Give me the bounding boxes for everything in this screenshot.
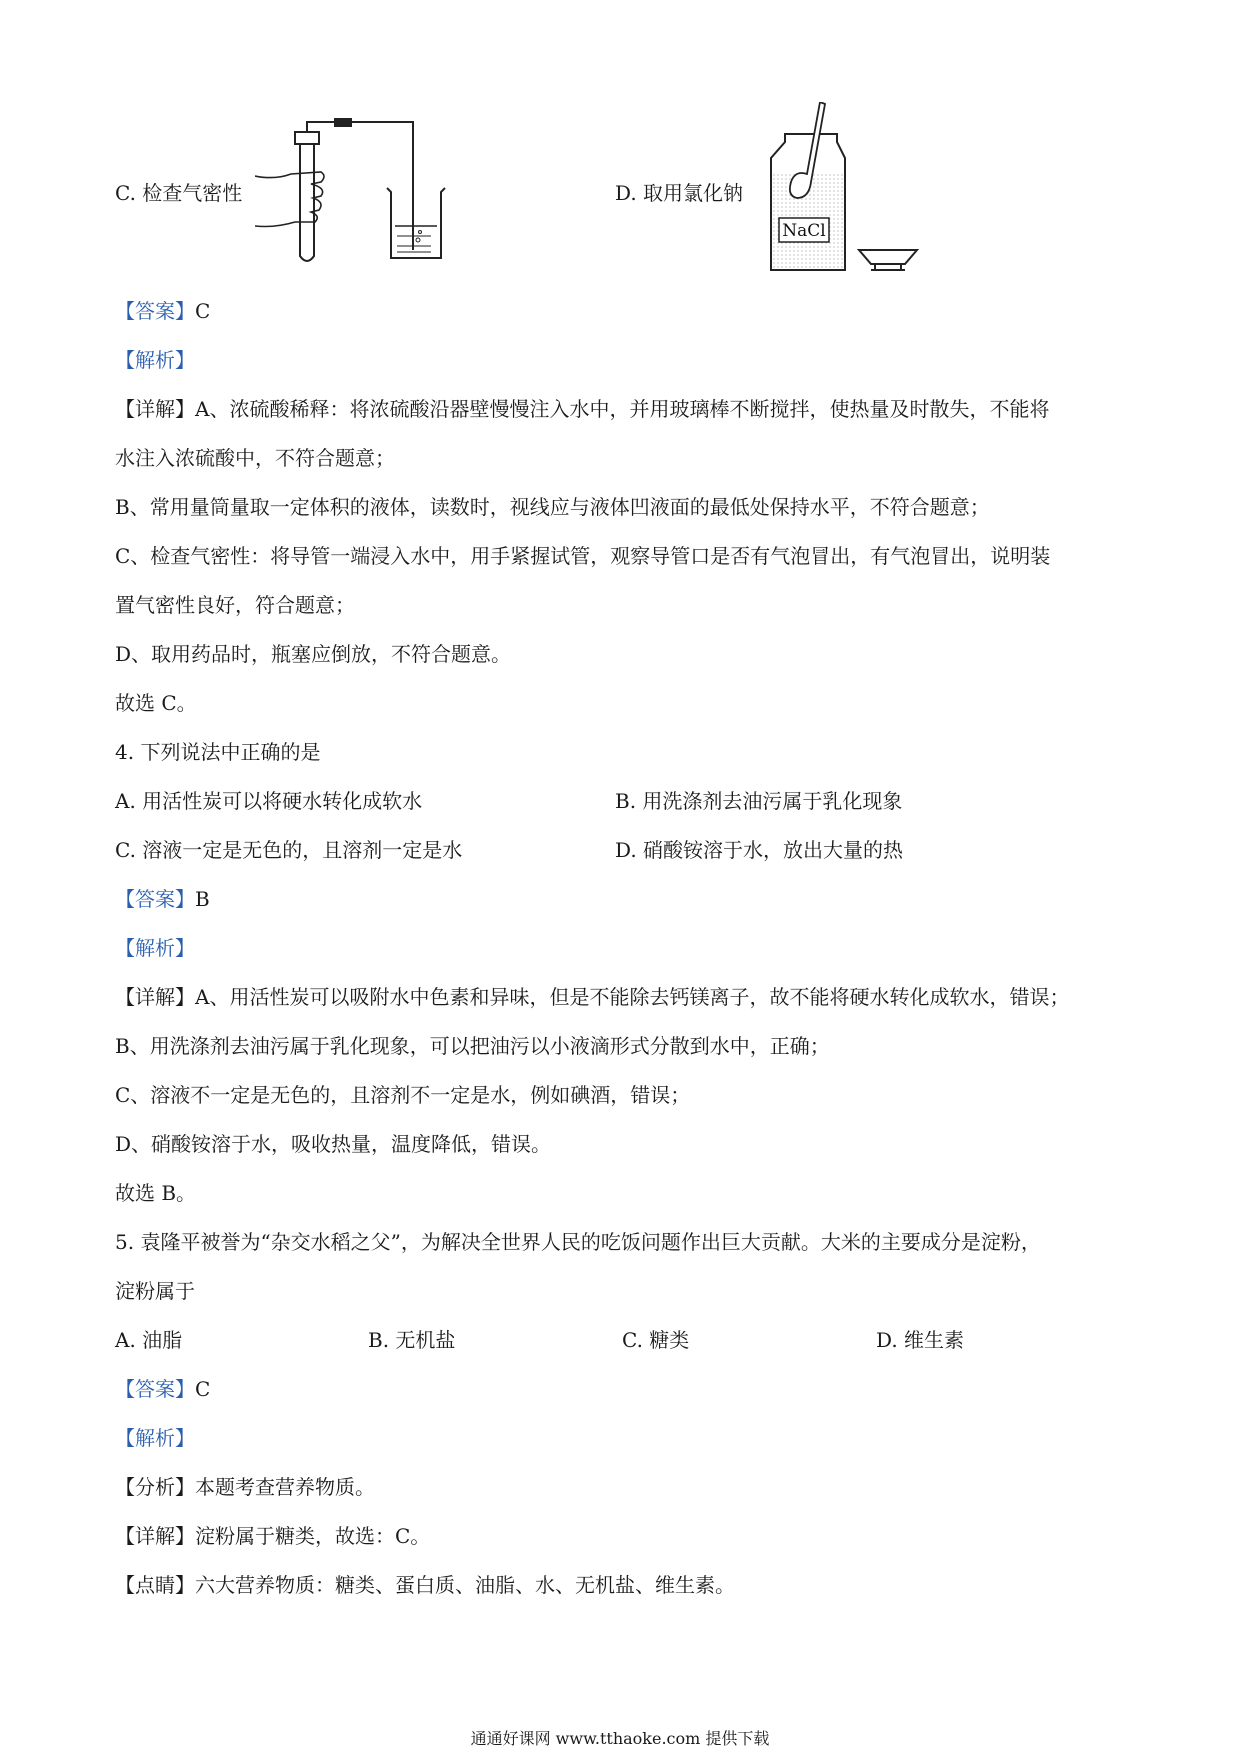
q4-detail-c: C、溶液不一定是无色的，且溶剂不一定是水，例如碘酒，错误；: [115, 1083, 691, 1107]
q4-option-a: A. 用活性炭可以将硬水转化成软水: [115, 789, 423, 813]
q5-option-c: C. 糖类: [622, 1328, 690, 1352]
airtightness-check-figure: [255, 118, 455, 268]
q3-analysis-tag: 【解析】: [115, 348, 195, 372]
q4-option-b: B. 用洗涤剂去油污属于乳化现象: [615, 789, 903, 813]
q3-option-d: D. 取用氯化钠: [615, 181, 744, 205]
q3-detail-d: D、取用药品时，瓶塞应倒放，不符合题意。: [115, 642, 512, 666]
nacl-bottle-figure: [765, 102, 925, 278]
q4-analysis-tag: 【解析】: [115, 936, 195, 960]
q4-answer: 【答案】B: [115, 887, 210, 911]
q4-option-d: D. 硝酸铵溶于水，放出大量的热: [615, 838, 904, 862]
q5-stem-2: 淀粉属于: [115, 1279, 195, 1303]
q5-option-d: D. 维生素: [876, 1328, 965, 1352]
q3-detail-c-1: C、检查气密性：将导管一端浸入水中，用手紧握试管，观察导管口是否有气泡冒出，有气泡冒出，说明装: [115, 544, 1051, 568]
test-tube: [300, 140, 314, 261]
q4-conclusion: 故选 B。: [115, 1181, 197, 1205]
q3-detail-a-2: 水注入浓硫酸中，不符合题意；: [115, 446, 395, 470]
q3-conclusion: 故选 C。: [115, 691, 197, 715]
q5-comment: 【点睛】六大营养物质：糖类、蛋白质、油脂、水、无机盐、维生素。: [115, 1573, 735, 1597]
q5-option-b: B. 无机盐: [368, 1328, 456, 1352]
q4-detail-d: D、硝酸铵溶于水，吸收热量，温度降低，错误。: [115, 1132, 552, 1156]
q3-detail-c-2: 置气密性良好，符合题意；: [115, 593, 355, 617]
q4-stem: 4. 下列说法中正确的是: [115, 740, 321, 764]
q5-answer: 【答案】C: [115, 1377, 211, 1401]
q4-option-c: C. 溶液一定是无色的，且溶剂一定是水: [115, 838, 463, 862]
q5-option-a: A. 油脂: [115, 1328, 183, 1352]
q3-detail-b: B、常用量筒量取一定体积的液体，读数时，视线应与液体凹液面的最低处保持水平，不符合题意；: [115, 495, 990, 519]
q3-option-c: C. 检查气密性: [115, 181, 243, 205]
nacl-label: NaCl: [782, 221, 826, 241]
page-footer: 通通好课网 www.tthaoke.com 提供下载: [470, 1729, 770, 1748]
q5-analysis-tag: 【解析】: [115, 1426, 195, 1450]
weighing-dish: [859, 250, 917, 264]
rubber-tube-joint: [335, 118, 351, 126]
q5-detail: 【详解】淀粉属于糖类，故选：C。: [115, 1524, 431, 1548]
q4-detail-a: 【详解】A、用活性炭可以吸附水中色素和异味，但是不能除去钙镁离子，故不能将硬水转化成软水，错误；: [115, 985, 1070, 1009]
q3-detail-a-1: 【详解】A、浓硫酸稀释：将浓硫酸沿器壁慢慢注入水中，并用玻璃棒不断搅拌，使热量及时散失，不能将: [115, 397, 1050, 421]
beaker: [387, 188, 445, 258]
q5-stem-1: 5. 袁隆平被誉为“杂交水稻之父”，为解决全世界人民的吃饭问题作出巨大贡献。大米的主要成分是淀粉，: [115, 1230, 1041, 1254]
q5-analysis: 【分析】本题考查营养物质。: [115, 1475, 375, 1499]
q4-detail-b: B、用洗涤剂去油污属于乳化现象，可以把油污以小液滴形式分散到水中，正确；: [115, 1034, 830, 1058]
glass-tube: [307, 122, 413, 250]
rubber-stopper: [295, 132, 319, 144]
q3-answer: 【答案】C: [115, 299, 211, 323]
